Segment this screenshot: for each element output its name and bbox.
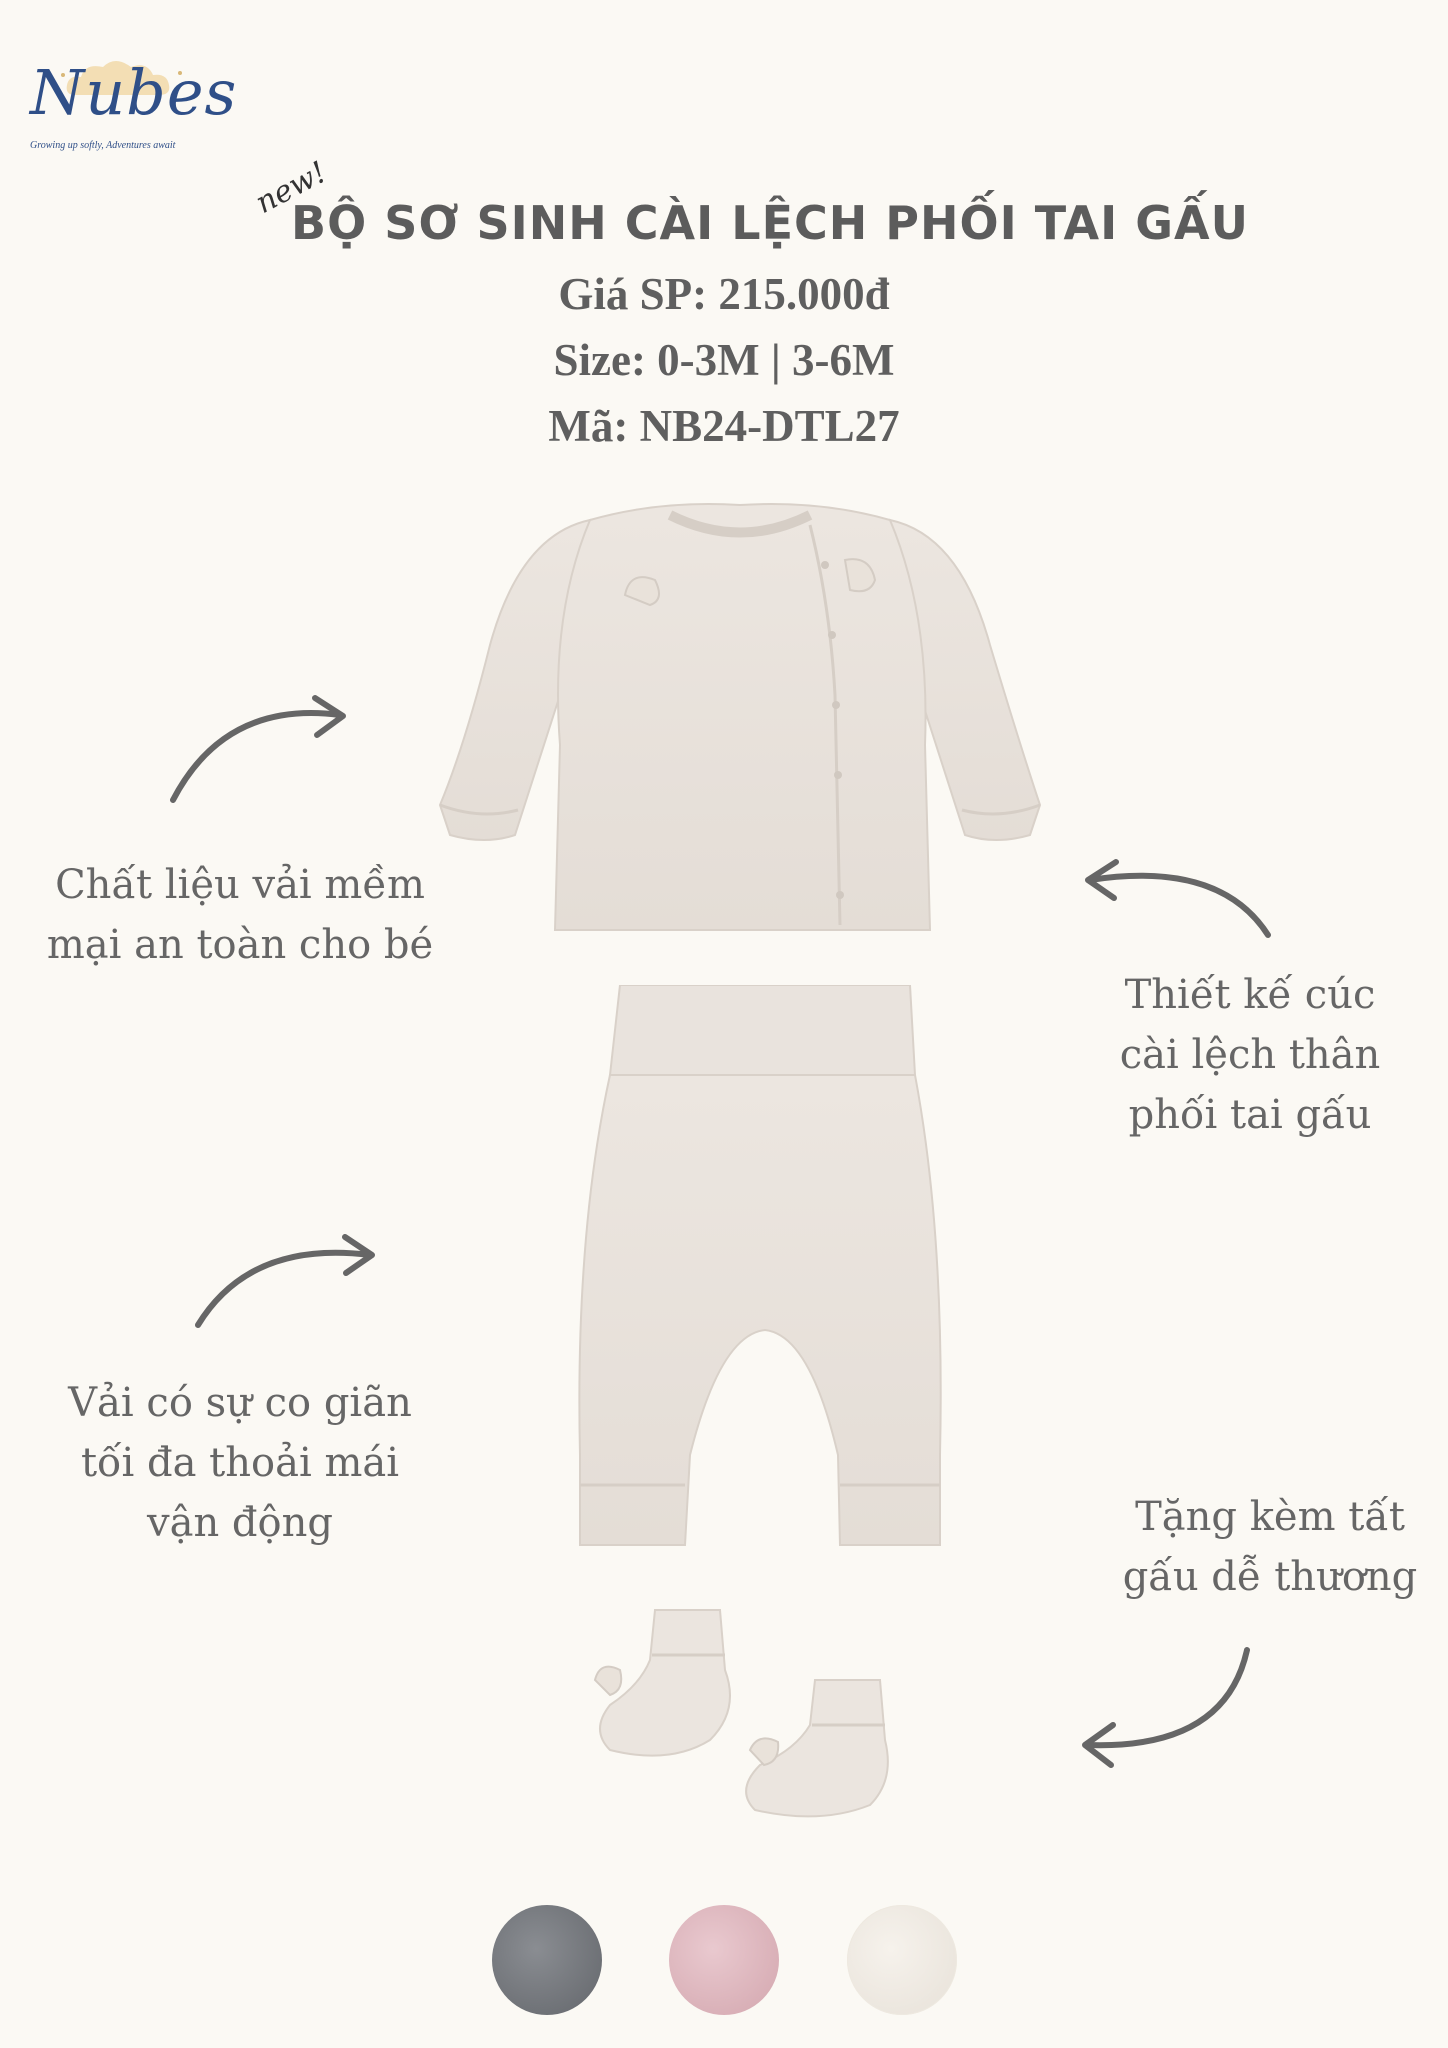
feature-caption-free-socks: Tặng kèm tất gấu dễ thương	[1122, 1494, 1418, 1600]
arrow-2-icon	[1080, 850, 1280, 960]
product-price: Giá SP: 215.000đ	[558, 269, 890, 319]
feature-caption-offset-buttons: Thiết kế cúc cài lệch thân phối tai gấu	[1119, 972, 1381, 1138]
arrow-4-icon	[1075, 1640, 1265, 1780]
feature-caption-soft-fabric: Chất liệu vải mềm mại an toàn cho bé	[46, 862, 434, 968]
product-title: BỘ SƠ SINH CÀI LỆCH PHỐI TAI GẤU	[291, 196, 1249, 250]
arrow-1-icon	[165, 690, 355, 810]
color-swatch-gray[interactable]	[492, 1905, 602, 2015]
new-badge: new!	[250, 154, 333, 221]
color-swatch-cream[interactable]	[847, 1905, 957, 2015]
brand-logo: Nubes	[30, 56, 238, 129]
feature-caption-stretch: Vải có sự co giãn tối đa thoải mái vận động	[68, 1380, 412, 1546]
jogger-pants-image	[560, 985, 950, 1555]
color-swatch-pink[interactable]	[669, 1905, 779, 2015]
brand-tagline: Growing up softly, Adventures await	[30, 140, 176, 151]
product-code: Mã: NB24-DTL27	[548, 401, 900, 451]
bear-ear-socks-image	[580, 1600, 900, 1830]
product-sizes: Size: 0-3M | 3-6M	[553, 335, 895, 385]
arrow-3-icon	[190, 1225, 380, 1345]
sweater-top-image	[430, 495, 1050, 940]
